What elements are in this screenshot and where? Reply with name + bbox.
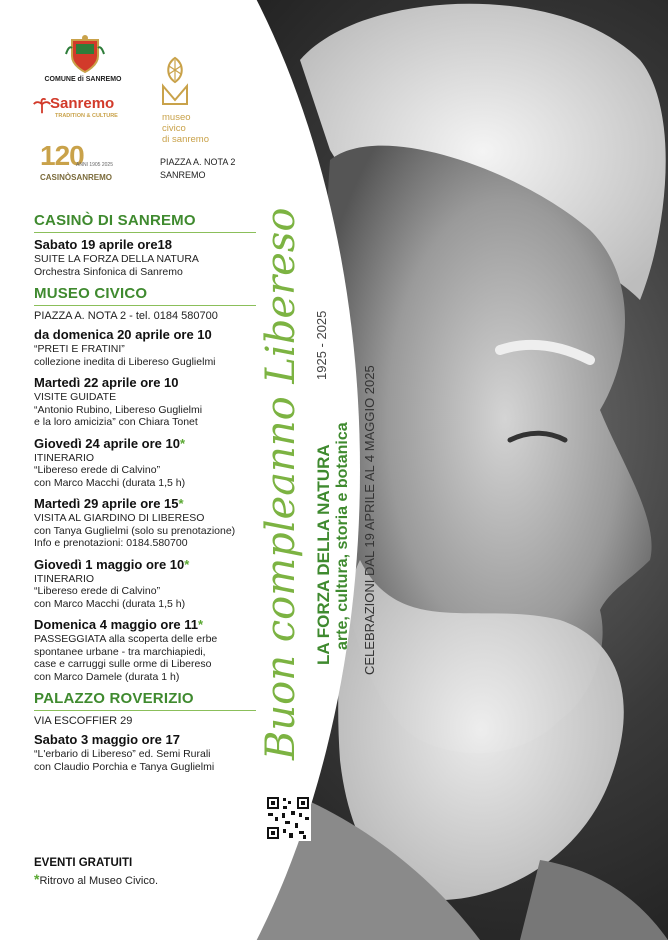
museo-logo-icon bbox=[160, 56, 190, 106]
museo-name-line: museo bbox=[162, 112, 191, 123]
event-detail: spontanee urbane - tra marchiapiedi, bbox=[34, 645, 206, 658]
event-date-text: Giovedì 1 maggio ore 10 bbox=[34, 556, 185, 572]
years: 1925 - 2025 bbox=[314, 310, 329, 380]
event-date bbox=[34, 327, 274, 343]
museo-name bbox=[162, 112, 209, 145]
event-date-text: Martedì 29 aprile ore 15 bbox=[34, 496, 179, 511]
museo-address-line: PIAZZA A. NOTA 2 bbox=[160, 157, 236, 167]
event-date-text: Martedì 22 aprile ore 10 bbox=[34, 375, 179, 390]
museo-name-line: di sanremo bbox=[162, 134, 209, 145]
event-date bbox=[34, 436, 274, 452]
event-date bbox=[34, 617, 274, 633]
comune-label: COMUNE di SANREMO bbox=[44, 76, 122, 83]
casino-120-logo bbox=[40, 140, 130, 186]
event-item bbox=[34, 375, 274, 429]
museo-address bbox=[160, 156, 235, 182]
free-events: EVENTI GRATUITI bbox=[34, 857, 133, 869]
event-item bbox=[34, 327, 274, 368]
event-detail: case e carruggi sulle orme di Libereso bbox=[34, 658, 212, 670]
museo-name-line: civico bbox=[162, 123, 186, 134]
event-date-text: Sabato 19 aprile ore18 bbox=[34, 237, 173, 252]
venue-address: VIA ESCOFFIER 29 bbox=[34, 715, 133, 727]
script-title: Buon compleanno Libereso bbox=[258, 207, 304, 760]
event-date-text: Giovedì 24 aprile ore 10 bbox=[34, 435, 180, 451]
event-detail: VISITE GUIDATE bbox=[34, 391, 117, 403]
event-detail: ITINERARIO bbox=[34, 572, 95, 585]
star-marker: * bbox=[184, 556, 190, 572]
event-detail: “PRETI E FRATINI” bbox=[34, 343, 125, 355]
event-date bbox=[34, 237, 274, 253]
casino-120-number: 120 bbox=[40, 140, 84, 171]
event-detail: “Libereso erede di Calvino” bbox=[34, 585, 161, 597]
event-detail: e la loro amicizia” con Chiara Tonet bbox=[34, 416, 198, 428]
comune-crest-icon bbox=[60, 34, 110, 74]
event-date-text: Sabato 3 maggio ore 17 bbox=[34, 732, 180, 747]
event-item bbox=[34, 436, 274, 490]
event-item bbox=[34, 237, 274, 278]
venue-divider bbox=[34, 305, 256, 306]
event-detail: Info e prenotazioni: 0184.580700 bbox=[34, 537, 188, 549]
event-item bbox=[34, 557, 274, 611]
event-detail: con Marco Macchi (durata 1,5 h) bbox=[34, 597, 186, 610]
events-list bbox=[34, 212, 274, 780]
casino-name: CASINÒSANREMO bbox=[40, 173, 113, 182]
event-detail: “L'erbario di Libereso” ed. Semi Rurali bbox=[34, 748, 211, 760]
event-detail: collezione inedita di Libereso Guglielmi bbox=[34, 355, 216, 368]
event-date bbox=[34, 732, 274, 748]
venue-address: PIAZZA A. NOTA 2 - tel. 0184 580700 bbox=[34, 310, 218, 322]
event-detail: con Claudio Porchia e Tanya Guglielmi bbox=[34, 760, 215, 773]
event-detail: ITINERARIO bbox=[34, 451, 95, 464]
casino-anni: ANNI 1905 2025 bbox=[76, 162, 113, 168]
palm-icon bbox=[33, 97, 51, 115]
event-detail: “Antonio Rubino, Libereso Guglielmi bbox=[34, 403, 203, 416]
venue-section bbox=[34, 285, 274, 683]
venue-name: PALAZZO ROVERIZIO bbox=[34, 690, 194, 707]
event-detail: con Marco Damele (durata 1 h) bbox=[34, 670, 180, 683]
event-detail: con Tanya Guglielmi (solo su prenotazione) bbox=[34, 524, 236, 537]
event-detail: VISITA AL GIARDINO DI LIBERESO bbox=[34, 512, 205, 524]
footer bbox=[34, 857, 158, 887]
venue-divider bbox=[34, 710, 256, 711]
event-date bbox=[34, 557, 274, 573]
event-detail: con Marco Macchi (durata 1,5 h) bbox=[34, 476, 186, 489]
star-marker: * bbox=[179, 435, 186, 451]
event-date bbox=[34, 496, 274, 512]
sanremo-brand-logo bbox=[33, 95, 133, 125]
meeting-note bbox=[34, 871, 158, 887]
star-marker: * bbox=[198, 617, 204, 632]
museo-address-line: SANREMO bbox=[160, 170, 206, 180]
event-detail: SUITE LA FORZA DELLA NATURA bbox=[34, 253, 199, 265]
event-item bbox=[34, 732, 274, 773]
event-date-text: da domenica 20 aprile ore 10 bbox=[34, 327, 212, 342]
venue-section bbox=[34, 212, 274, 278]
star-marker: * bbox=[34, 871, 40, 887]
subheadline: arte, cultura, storia e botanica bbox=[334, 422, 351, 650]
sanremo-brand-sub: TRADITION & CULTURE bbox=[55, 113, 118, 119]
event-detail: PASSEGGIATA alla scoperta delle erbe bbox=[34, 633, 218, 645]
qr-code-icon[interactable] bbox=[265, 795, 311, 841]
venue-name: CASINÒ DI SANREMO bbox=[34, 212, 196, 229]
event-item bbox=[34, 617, 274, 683]
event-detail: Orchestra Sinfonica di Sanremo bbox=[34, 265, 183, 278]
venue-section bbox=[34, 690, 274, 773]
event-date bbox=[34, 375, 274, 391]
event-item bbox=[34, 496, 274, 550]
venue-divider bbox=[34, 232, 256, 233]
meeting-text: Ritrovo al Museo Civico. bbox=[39, 875, 159, 887]
event-detail: “Libereso erede di Calvino” bbox=[34, 464, 161, 476]
star-marker: * bbox=[178, 496, 184, 511]
headline: LA FORZA DELLA NATURA bbox=[314, 444, 333, 665]
event-date-text: Domenica 4 maggio ore 11 bbox=[34, 617, 199, 632]
venue-name: MUSEO CIVICO bbox=[34, 285, 148, 302]
sanremo-brand-text: Sanremo bbox=[50, 95, 115, 112]
celebrations: CELEBRAZIONI DAL 19 APRILE AL 4 MAGGIO 2025 bbox=[362, 365, 377, 675]
